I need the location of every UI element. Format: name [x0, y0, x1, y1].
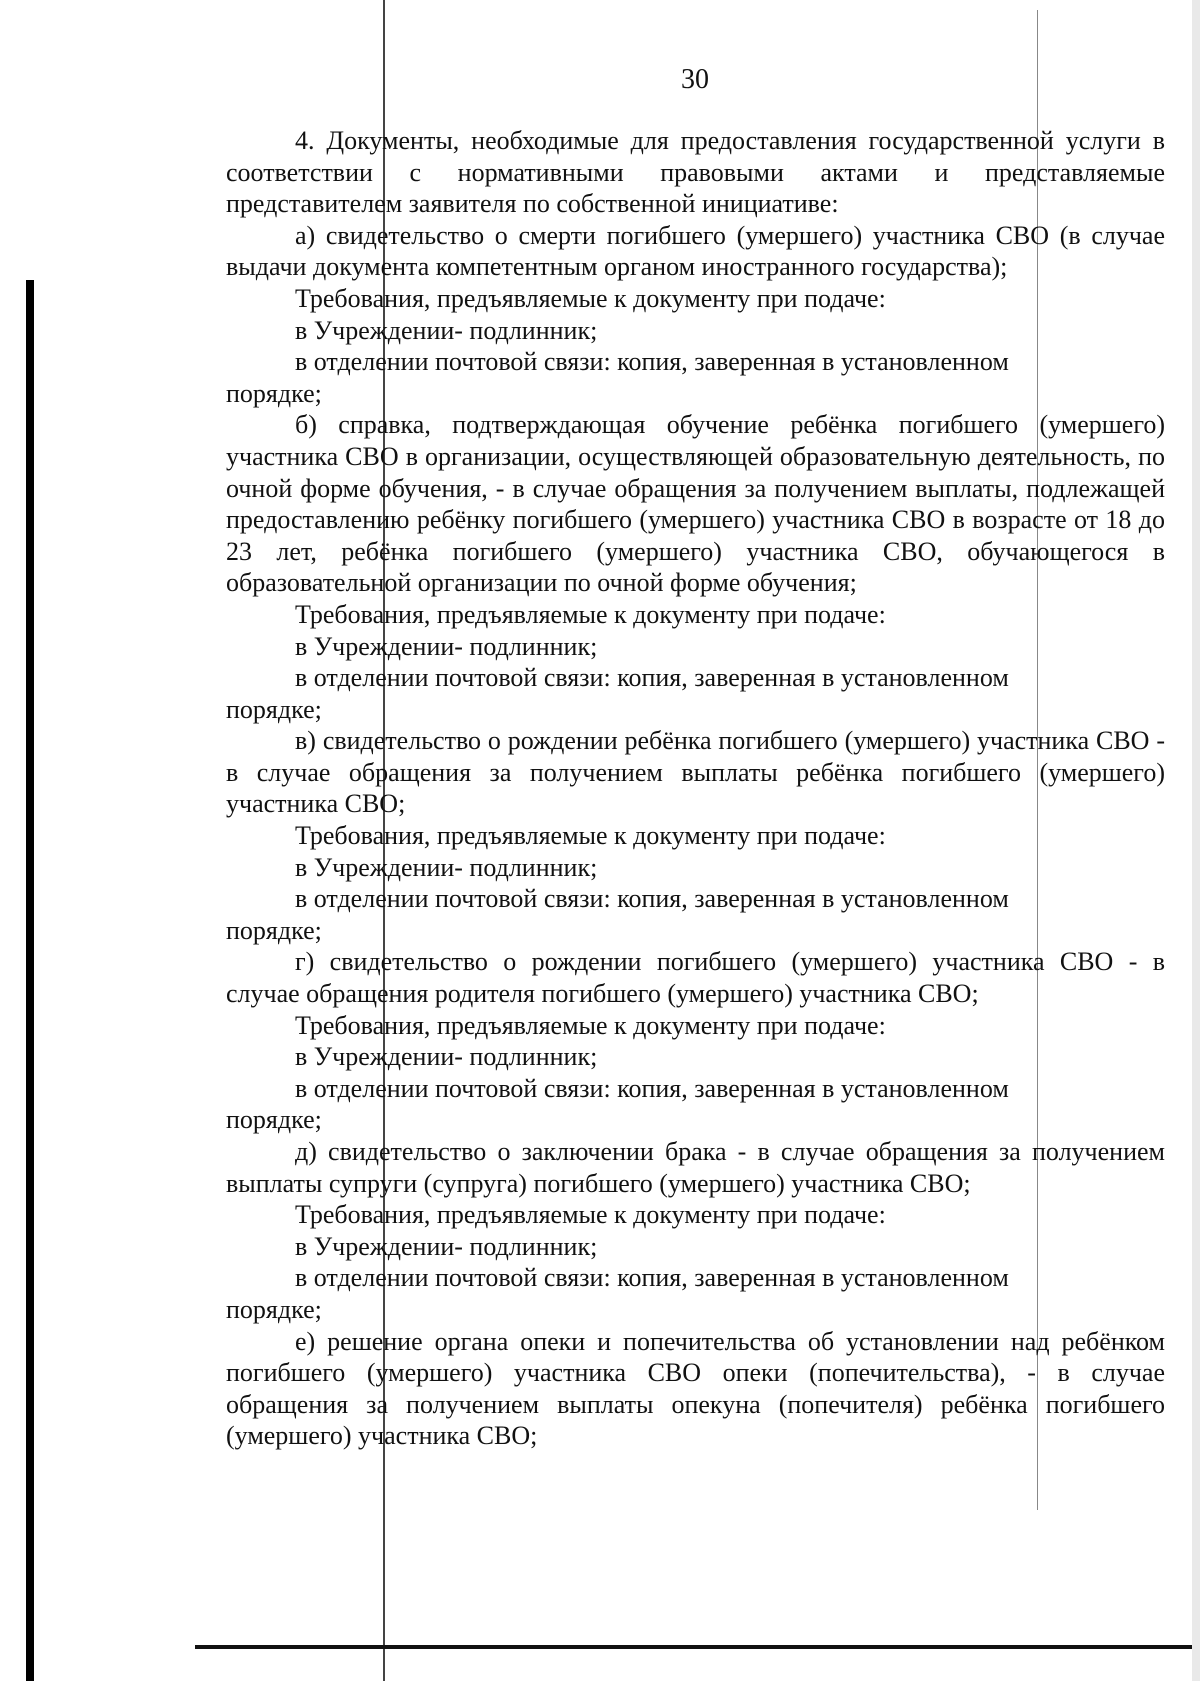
paragraph: г) свидетельство о рождении погибшего (умершего) участника СВО - в случае обращения родителя погибшего (умершего) участника СВО;	[226, 947, 1165, 1009]
paragraph: е) решение органа опеки и попечительства об установлении над ребёнком погибшего (умершего) участника СВО опеки (попечительства), - в случае обращения за получением выплаты опекуна (попечителя) ребёнка погибшего (умершего) участника СВО;	[226, 1326, 1165, 1451]
scan-edge-right	[1192, 0, 1200, 1681]
paragraph: Требования, предъявляемые к документу при подаче:	[295, 283, 886, 313]
paragraph: в Учреждении- подлинник;	[295, 1042, 598, 1072]
paragraph: Требования, предъявляемые к документу при подаче:	[295, 599, 886, 629]
paragraph: в Учреждении- подлинник;	[295, 1231, 598, 1261]
paragraph: в Учреждении- подлинник;	[295, 631, 598, 661]
paragraph: в отделении почтовой связи: копия, заверенная в установленном	[295, 663, 1009, 693]
paragraph: порядке;	[226, 1105, 322, 1135]
paragraph: Требования, предъявляемые к документу при подаче:	[295, 821, 886, 851]
paragraph: а) свидетельство о смерти погибшего (умершего) участника СВО (в случае выдачи документа компетентным органом иностранного государства);	[226, 220, 1165, 282]
paragraph: в Учреждении- подлинник;	[295, 852, 598, 882]
paragraph: б) справка, подтверждающая обучение ребёнка погибшего (умершего) участника СВО в организации, осуществляющей образовательную деятельность, по очной форме обучения, - в случае обращения за получением выплаты, подлежащей предоставлению ребёнку погибшего (умершего) участника СВО в возрасте от 18 до 23 лет, ребёнка погибшего (умершего) участника СВО, обучающегося в образовательной организации по очной форме обучения;	[226, 410, 1165, 598]
paragraph: в отделении почтовой связи: копия, заверенная в установленном	[295, 1073, 1009, 1103]
scan-edge-left	[26, 280, 34, 1681]
paragraph: Требования, предъявляемые к документу при подаче:	[295, 1010, 886, 1040]
paragraph: в отделении почтовой связи: копия, заверенная в установленном	[295, 347, 1009, 377]
scan-edge-bottom	[195, 1645, 1200, 1649]
paragraph: Требования, предъявляемые к документу при подаче:	[295, 1200, 886, 1230]
paragraph: порядке;	[226, 1294, 322, 1324]
paragraph: в отделении почтовой связи: копия, заверенная в установленном	[295, 884, 1009, 914]
paragraph: д) свидетельство о заключении брака - в случае обращения за получением выплаты супруги (супруга) погибшего (умершего) участника СВО;	[226, 1137, 1165, 1198]
paragraph: порядке;	[226, 915, 322, 945]
paragraph: 4. Документы, необходимые для предоставления государственной услуги в соответствии с нормативными правовыми актами и представляемые представителем заявителя по собственной инициативе:	[226, 126, 1165, 219]
paragraph: порядке;	[226, 378, 322, 408]
page-number: 30	[681, 64, 709, 95]
paragraph: в) свидетельство о рождении ребёнка погибшего (умершего) участника СВО - в случае обращения за получением выплаты ребёнка погибшего (умершего) участника СВО;	[226, 726, 1165, 819]
document-body	[226, 125, 1165, 1452]
paragraph: порядке;	[226, 694, 322, 724]
paragraph: в отделении почтовой связи: копия, заверенная в установленном	[295, 1263, 1009, 1293]
paragraph: в Учреждении- подлинник;	[295, 315, 598, 345]
